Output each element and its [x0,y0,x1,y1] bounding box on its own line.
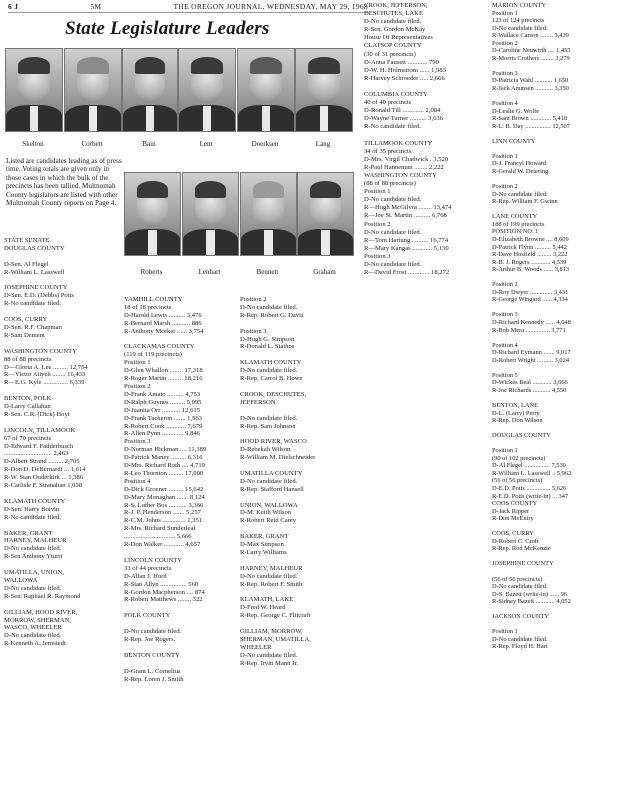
edition: 5M [90,2,102,11]
photo-caption: Skelton [22,140,44,148]
portrait-photo [178,48,236,132]
portrait-photo [64,48,122,132]
photo-caption: Doerksen [251,140,279,148]
intro-paragraph: Listed are candidates leading as of press time. Voting totals are given only in those cases in which the bulk of the precincts has been tallied. Multnomah County legislators are listed with other Multnomah County reports on Page 4. [6,157,122,208]
portrait-photo [5,48,63,132]
results-column-2: YAMHILL COUNTY 18 of 18 precincts D-Harold Lewis .......... 3,476 R-Bernard Marsh ........... 886 R-Anthony Meeker ...... 3,754 CLACKAMAS COUNTY (119 of 119 precincts) Position 1 D-Glen Whallon ........ 17,318 R-Roger Martin ......... 18,216 Position 2 D-Frank Amato .......... 4,753 D-Ralph Guynes ......... 5,095 D-Juanita Orr ........... 12,615 D-Frank Tacheron ....... 1,563 R-Robert Cook ............ 7,679 R-Allen Pynn ............. 9,846 Position 3 D-Norman Hickman .... 11,389 D-Patrick Maney ......... 6,316 D-Mrs. Richard Roth .... 4,710 R-Leo Thornton ......... 17,000 Position 4 D-Dick Groener ......... 15,642 D-Mary Monaghan ....... 8,124 R-S. Luther Bos ........... 3,366 R-J. P. Henderson ....... 5,257 R-C.M. Johns .............. 1,351 R-Mrs. Richard Sunderleaf ............................... 5,666 R-Don Walker ............ 4,657 LINCOLN COUNTY 33 of 44 precincts D-Allan J. Hord R-Stan Allyn ................ 560 R-Gordon Macpherson .... 874 R-Robert Matthews ........ 322 POLK COUNTY D-No candidate filed. R-Rep. Joe Rogers. BENTON COUNTY D-Grant L. Cornelius R-Rep. Loren J. Smith [124,296,207,683]
photo-caption: Graham [313,268,336,276]
portrait-photo [122,48,178,132]
portrait-photo [297,172,354,256]
article-title: State Legislature Leaders [65,18,270,39]
photo-caption: Bennett [256,268,279,276]
results-column-5: MARION COUNTY Position 1 123 of 124 precincts D-No candidate filed. R-Wallace Carson ........ 3,439 Position 2 D-Caroline Neuwirth .... 1,455 R-Morris Crothers ........ 3,279 Position 3 D-Patricia Wahl ........... 1,650 R-Jack Anunsen ........... 3,350 Position 4 D-Leslie G. Wolfe R-Sam Brown ............. 5,418 R-L. B. Day ................ 12,507 LINN COUNTY Position 1 D-J. Francyl Howard R-Gerald W. Detering Position 2 D-No candidate filed. R-Rep. William F. Gwinn LANE COUNTY 188 of 199 precincts POSITION NO. 1 D-Elizabeth Browne .... 8,609 D-Patrick Flynn .......... 5,442 R-Dave Hosfield ......... 3,222 R-B. J. Rogers ............ 4,539 R-Arthur B. Woods ...... 3,813 Position 2 D-Roy Dwyer .............. 3,431 R-George Wingard ...... 4,334 Position 3 D-Richard Kennedy ...... 4,048 R-Bob Mera ............... 3,771 Position 4 D-Richard Eymann ....... 9,017 D-Robert Wright .......... 3,024 Position 5 D-Wickes Beal ............ 3,666 R-Joe Richards ........... 4,550 BENTON, LANE D-L. (Larry) Perry R-Rep. Don Wilson DOUGLAS COUNTY Position 1 (90 of 102 precincts) D-Al Flegel ................ 7,530 R-William L. Lasswell .. 5,962 (56 of 56 precincts) D-E.D. Potts ............... 5,626 R-E.D. Potts (write-in) ... 347 COOS COUNTY D-Jack Ripper R-Don McEniry COOS, CURRY D-Robert C. Croft R-Rep. Rod McKenzie JOSEPHINE COUNTY (56 of 56 precincts) D-No candidate filed. D-S. Bazett (write-in) ...... 96 R-Sidney Bazett ............ 4,052 JACKSON COUNTY Position 1 D-No candidate filed. R-Rep. Floyd H. Hart [492,2,572,651]
photo-caption: Corbett [81,140,103,148]
portrait-photo [182,172,239,256]
page-number: 6 J [8,2,19,11]
portrait-photo [124,172,181,256]
portrait-photo [237,48,295,132]
photo-caption: Bain [142,140,156,148]
photo-caption: Lenhart [198,268,221,276]
photo-caption: Lent [199,140,213,148]
results-column-4: CROOK, JEFFERSON, DESCHUTES, LAKE D-No candidate filed. R-Sen. Gordon McKay House Of Representatives CLATSOP COUNTY (30 of 31 precincts) D-Anna Fausett ............ 790 D-W. H. Holmstrom ...... 1,983 R-Harvey Schroeder ..... 2,666 COLUMBIA COUNTY 40 of 40 precincts D-Ronald Till ............. 2,084 D-Wayne Turner .......... 3,636 R-No candidate filed. TILLAMOOK COUNTY 34 of 35 precincts D-Mrs. Virgil Chadwick . 3,520 R-Paul Hanneman ........ 2,222 WASHINGTON COUNTY (88 of 88 precincts) Position 1 D-No candidate filed. R—Hugh McGilvra ........ 13,474 R—Joe St. Martin .......... 6,768 Position 2 D-No candidate filed. R—Tom Hartung .......... 16,774 R—Mary Kangas ............ 5,130 Position 3 D-No candidate filed. R—David Frost ............. 18,272 [364,2,452,277]
photo-caption: Roberts [140,268,163,276]
photo-caption: Lang [315,140,331,148]
portrait-photo [295,48,353,132]
results-column-3: Position 2 D-No candidate filed. R-Rep. Robert G. Davis Position 3 D-Hugh G. Simpson R-Donald L. Stathos KLAMATH COUNTY D-No candidate filed. R-Rep. Carrol B. Howe CROOK, DESCHUTES, JEFFERSON D-No candidate filed. R-Rep. Sam Johnson HOOD RIVER, WASCO D-Rebekah Wilson R-William M. Dielschneider UMATILLA COUNTY D-No candidate filed. R-Rep. Stafford Hansell UNION, WALLOWA D-M. Keith Wilson R-Robert Reid Carey BAKER, GRANT D-Max Simpson R-Larry Williams HARNEY, MALHEUR D-No candidate filed. R-Rep. Robert F. Smith KLAMATH, LAKE D-Fred W. Heard R-Rep. George C. Flitcraft GILLIAM, MORROW, SHERMAN, UMATILLA, WHEELER D-No candidate filed. R-Rep. Irvin Mann Jr. [240,296,316,667]
results-column-1: STATE SENATE DOUGLAS COUNTY D-Sen. Al Flegel R-William L. Lasswell JOSEPHINE COUNTY D-Sen. E.D. (Debbs) Potts R-No candidate filed. COOS, CURRY D-Sen. R.F. Chapman R-Sam Dement WASHINGTON COUNTY 88 of 88 precincts D—Gloria A. Lee ......... 12,754 R—Victor Atiyeh ........ 16,433 R—E.G. Kyle ............... 6,339 BENTON, POLK D-Larry Callahan R-Sen. C.R. (Dick) Hoyt LINCOLN, TILLAMOOK 67 of 70 precincts D-Edward F. Fadderbusch ............................. 2,463 D-Albert Strand ......... 2,705 R-Don D. DeBernardi ... 1,614 R-W. Stan Ouderkirk ... 1,386 R-Carlisle F. Stranahan 1,038 KLAMATH COUNTY D-Sen. Harry Boivin R-No candidate filed. BAKER, GRANT HARNEY, MALHEUR D-No candidate filed. R-Sen Anthony Yturri UMATILLA, UNION, WALLOWA D-No candidate filed. R-Sen. Raphael R. Raymond GILLIAM, HOOD RIVER, MORROW, SHERMAN, WASCO, WHEELER D-No candidate filed. R-Kenneth A. Jernstedt [4,237,88,648]
masthead-text: THE OREGON JOURNAL, WEDNESDAY, MAY 29, 1968 [173,2,368,11]
portrait-photo [240,172,297,256]
masthead [8,2,368,13]
